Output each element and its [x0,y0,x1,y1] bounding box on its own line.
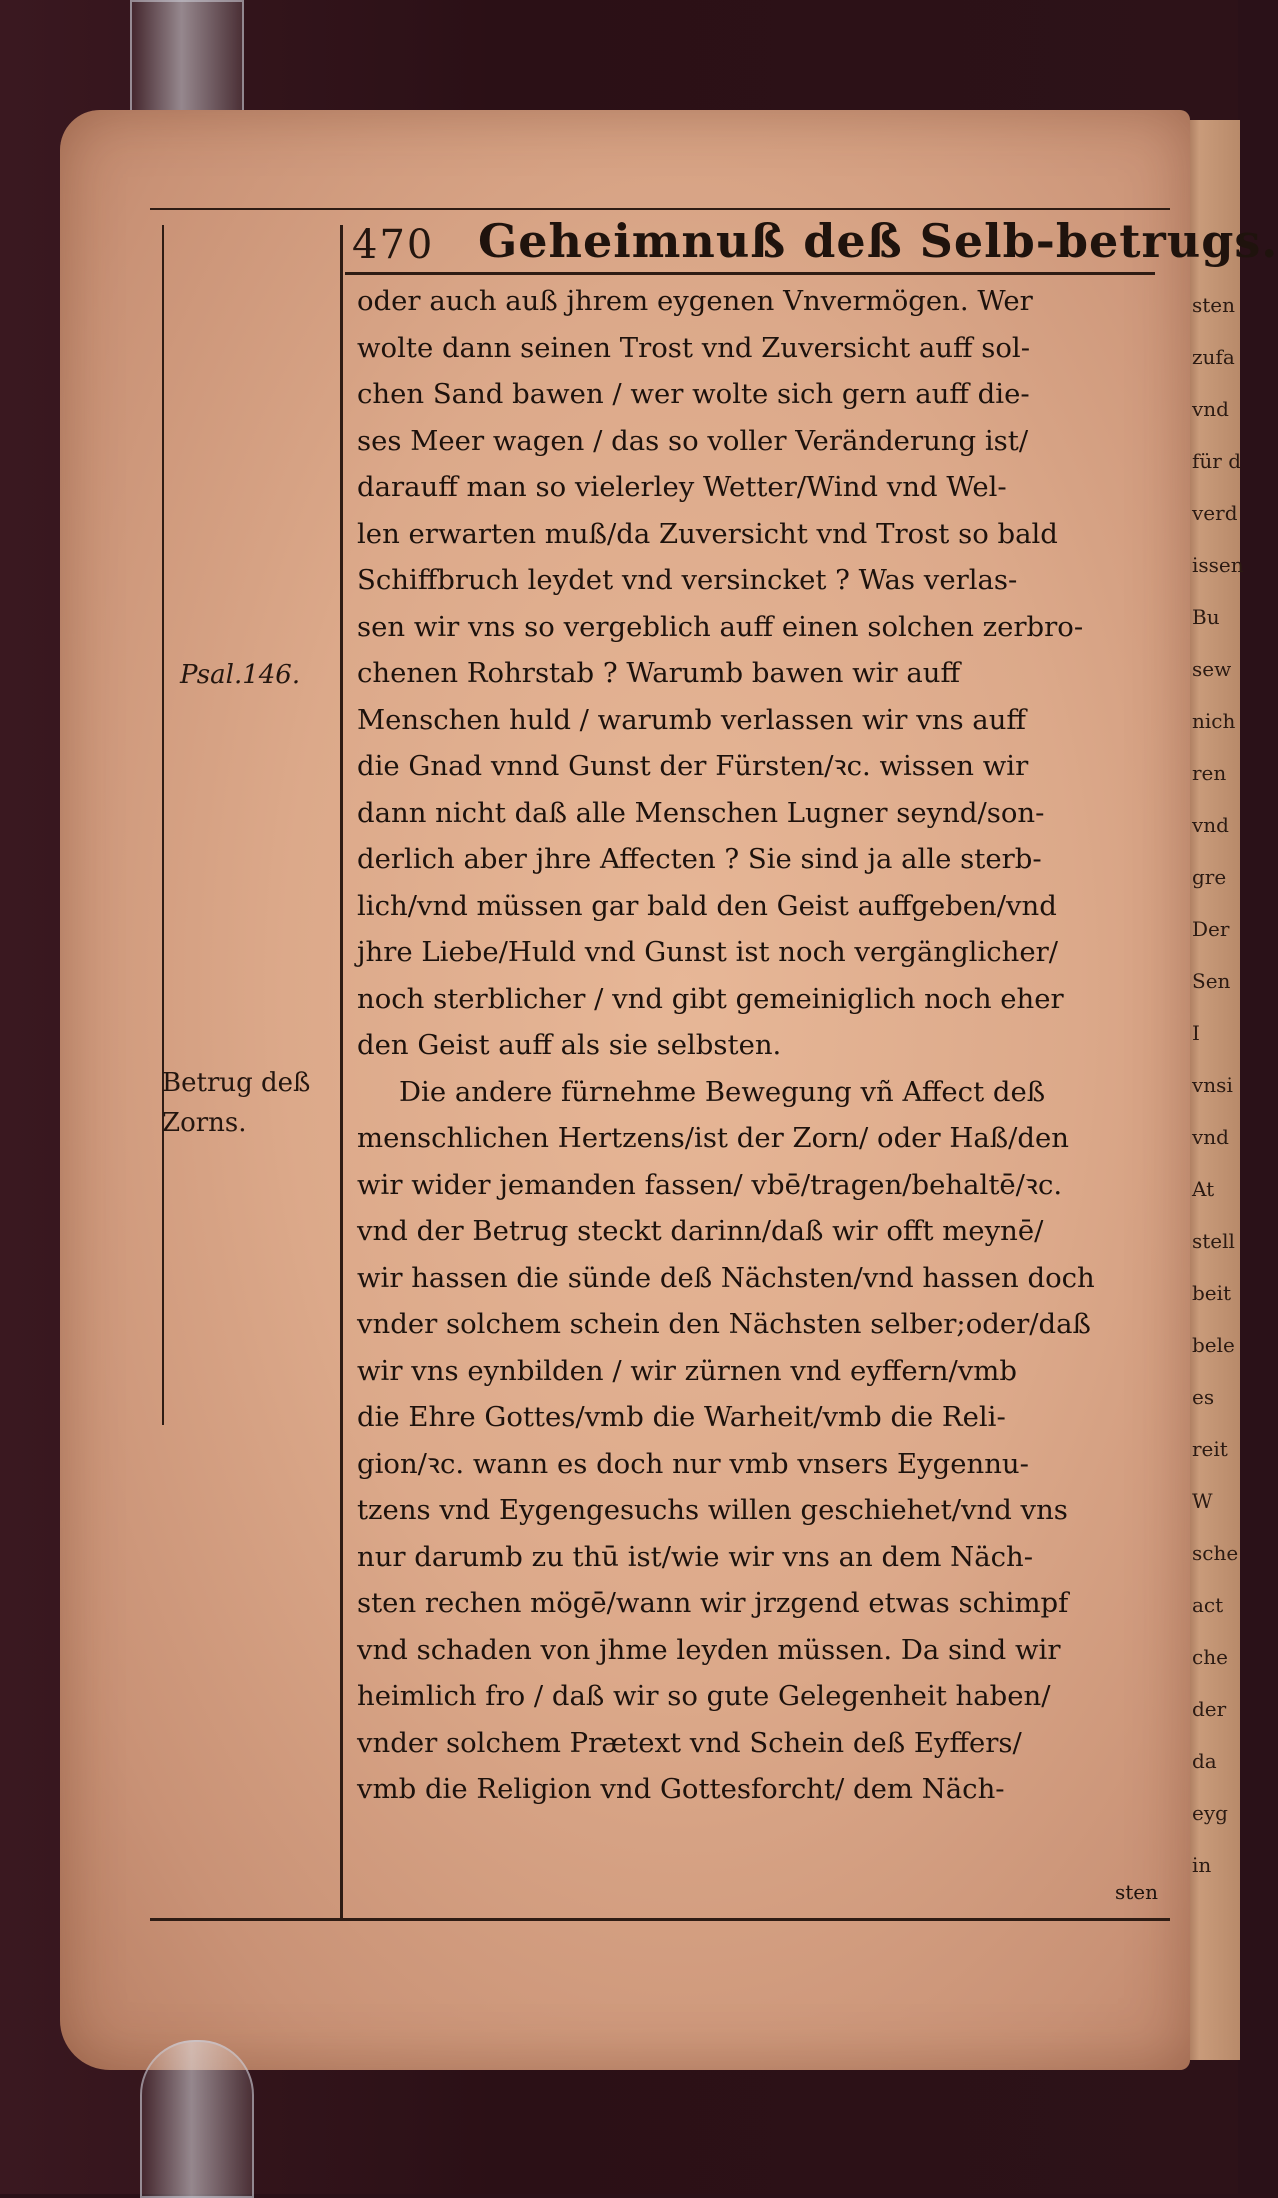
text-line: chen Sand bawen / wer wolte sich gern auff die- [357,378,1030,410]
text-line: heimlich fro / daß wir so gute Gelegenheit haben/ [357,1680,1051,1712]
top-rule [150,208,1170,210]
facing-page-fragment: sche [1192,1541,1239,1565]
facing-page-fragment: vnd [1192,813,1229,837]
facing-page-fragment: At [1192,1177,1215,1201]
facing-page-fragment: nich [1192,709,1236,733]
text-line: menschlichen Hertzens/ist der Zorn/ oder Haß/den [357,1122,1069,1154]
text-line: den Geist auff als sie selbsten. [357,1029,782,1061]
facing-page-fragment: verd [1192,501,1238,525]
text-line: tzens vnd Eygengesuchs willen geschiehet/vnd vns [357,1494,1068,1526]
facing-page-fragment: ren [1192,761,1227,785]
running-title: Geheimnuß deß Selb-betrugs. [478,214,1278,268]
text-line: vnd schaden von jhme leyden müssen. Da sind wir [357,1633,1061,1666]
facing-page-fragment: Der [1192,917,1230,941]
facing-page-fragment: stell [1192,1229,1235,1253]
facing-page-fragment: der [1192,1697,1227,1721]
text-line: Die andere fürnehme Bewegung vñ Affect deß [399,1075,1046,1108]
body-text [357,278,1157,1813]
facing-page-fragment: I [1192,1021,1200,1045]
text-line: vmb die Religion vnd Gottesforcht/ dem Näch- [357,1773,1005,1805]
glass-page-holder-bottom [140,2040,254,2198]
header-rule [345,272,1155,275]
text-line: oder auch auß jhrem eygenen Vnvermögen. Wer [357,285,1033,317]
facing-page-fragment: zufa [1192,345,1235,369]
text-line: ses Meer wagen / das so voller Veränderung ist/ [357,424,1029,457]
facing-page-fragment: vnsi [1192,1073,1233,1097]
page-number: 470 [352,222,435,268]
facing-page-fragment: sten [1192,293,1236,317]
facing-page-fragment: da [1192,1749,1217,1773]
facing-page-fragment: beit [1192,1281,1232,1305]
margin-note-betrug-2: Zorns. [162,1108,247,1138]
text-line: Schiffbruch leydet vnd versincket ? Was verlas- [357,564,1018,596]
text-line: darauff man so vielerley Wetter/Wind vnd Wel- [357,471,1007,503]
text-line: nur darumb zu thū ist/wie wir vns an dem Näch- [357,1540,1034,1573]
text-line: wir wider jemanden fassen/ vbē/tragen/behaltē/ꝛc. [357,1168,1063,1201]
text-line: derlich aber jhre Affecten ? Sie sind ja alle sterb- [357,843,1042,875]
text-line: dann nicht daß alle Menschen Lugner seynd/son- [357,796,1045,829]
text-line: Menschen huld / warumb verlassen wir vns auff [357,703,1026,736]
facing-page-fragment: gre [1192,865,1227,889]
margin-note-betrug-1: Betrug deß [162,1068,311,1098]
facing-page-fragment: es [1192,1385,1215,1409]
text-line: wir vns eynbilden / wir zürnen vnd eyffern/vmb [357,1354,1017,1387]
text-line: len erwarten muß/da Zuversicht vnd Trost so bald [357,517,1058,550]
facing-page-fragment: vnd [1192,397,1229,421]
text-line: lich/vnd müssen gar bald den Geist auffgeben/vnd [357,889,1057,922]
text-line: wir hassen die sünde deß Nächsten/vnd hassen doch [357,1261,1095,1294]
facing-page-fragment: für d [1192,449,1242,473]
text-line: sten rechen mögē/wann wir jrzgend etwas schimpf [357,1587,1069,1619]
text-line: vnder solchem schein den Nächsten selber;oder/daß [357,1308,1091,1340]
facing-page-fragment: in [1192,1853,1212,1877]
margin-note-psalm: Psal.146. [180,660,301,690]
text-line: wolte dann seinen Trost vnd Zuversicht auff sol- [357,331,1031,364]
facing-page-fragment: reit [1192,1437,1228,1461]
facing-page-fragment: sew [1192,657,1232,681]
text-line: noch sterblicher / vnd gibt gemeiniglich noch eher [357,982,1064,1015]
facing-page-fragment: act [1192,1593,1224,1617]
text-line: jhre Liebe/Huld vnd Gunst ist noch vergänglicher/ [357,936,1059,968]
facing-page-fragment: Bu [1192,605,1220,629]
facing-page-fragment: issen [1192,553,1244,577]
facing-page-fragment: bele [1192,1333,1235,1357]
facing-page-fragment: W [1192,1489,1213,1513]
text-line: gion/ꝛc. wann es doch nur vmb vnsers Eygennu- [357,1447,1029,1480]
text-line: vnder solchem Prætext vnd Schein deß Eyffers/ [357,1726,1022,1759]
facing-page-fragment: eyg [1192,1801,1228,1825]
text-line: die Ehre Gottes/vmb die Warheit/vmb die Reli- [357,1401,1006,1433]
text-line: vnd der Betrug steckt darinn/daß wir offt meynē/ [357,1215,1044,1247]
catchword: sten [1115,1880,1159,1904]
text-line: die Gnad vnnd Gunst der Fürsten/ꝛc. wissen wir [357,750,1029,782]
facing-page-fragment: vnd [1192,1125,1229,1149]
bottom-rule [150,1918,1170,1921]
text-line: sen wir vns so vergeblich auff einen solchen zerbro- [357,610,1084,643]
facing-page-fragment: che [1192,1645,1228,1669]
margin-divider-rule [340,225,343,1920]
text-line: chenen Rohrstab ? Warumb bawen wir auff [357,657,961,689]
outer-margin-rule [162,225,164,1425]
facing-page-fragment: Sen [1192,969,1231,993]
